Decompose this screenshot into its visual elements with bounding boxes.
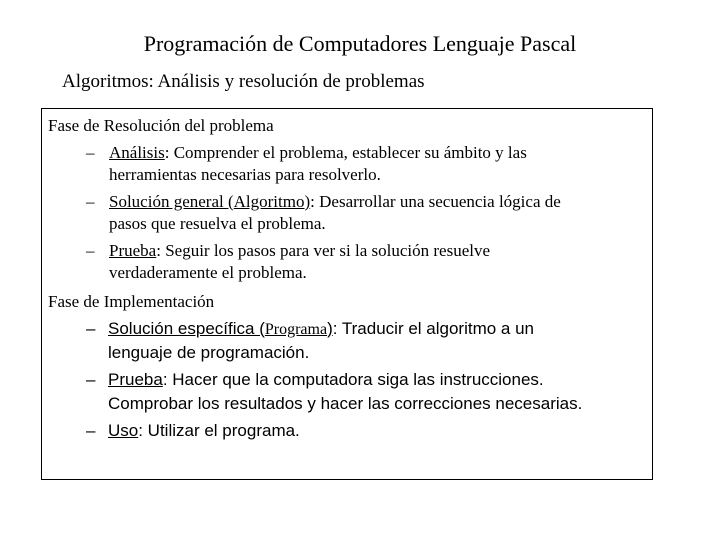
bullet-dash: – <box>86 192 95 211</box>
content-box <box>41 108 653 480</box>
item-continuation: herramientas necesarias para resolverlo. <box>109 165 381 184</box>
list-item-solucion-general <box>109 191 561 212</box>
term-prueba: Prueba <box>108 370 163 389</box>
bullet-dash: – <box>86 241 95 260</box>
bullet-dash: – <box>86 421 96 440</box>
term-prueba: Prueba <box>109 241 157 260</box>
slide-title: Programación de Computadores Lenguaje Pascal <box>143 31 577 56</box>
bullet-dash: – <box>86 370 96 389</box>
bullet-dash: – <box>86 319 96 338</box>
item-continuation: Comprobar los resultados y hacer las correcciones necesarias. <box>108 394 583 413</box>
item-continuation: verdaderamente el problema. <box>109 263 307 282</box>
phase-heading-implementacion: Fase de Implementación <box>48 292 215 311</box>
item-text: : Hacer que la computadora siga las instrucciones. <box>162 370 544 389</box>
item-text: : Desarrollar una secuencia lógica de <box>310 192 561 211</box>
bullet-dash: – <box>86 143 95 162</box>
item-continuation: pasos que resuelva el problema. <box>109 214 326 233</box>
list-item-uso <box>108 420 300 442</box>
item-text: : Traducir el algoritmo a un <box>332 319 535 338</box>
term-solucion-general: Solución general (Algoritmo) <box>109 192 311 211</box>
term-analisis: Análisis <box>109 143 165 162</box>
phase-heading-resolution: Fase de Resolución del problema <box>48 116 274 135</box>
item-continuation: lenguaje de programación. <box>108 343 310 362</box>
list-item-prueba <box>109 240 490 261</box>
item-text: : Utilizar el programa. <box>138 421 300 440</box>
item-text: : Comprender el problema, establecer su ámbito y las <box>164 143 527 162</box>
term-uso: Uso <box>108 421 139 440</box>
item-text: : Seguir los pasos para ver si la solución resuelve <box>156 241 491 260</box>
list-item-analisis <box>109 142 527 163</box>
list-item-solucion-especifica <box>108 318 534 341</box>
term-solucion-especifica: Solución específica (Programa) <box>108 319 333 338</box>
list-item-prueba-implementacion <box>108 369 544 391</box>
slide-subtitle: Algoritmos: Análisis y resolución de problemas <box>62 71 425 92</box>
